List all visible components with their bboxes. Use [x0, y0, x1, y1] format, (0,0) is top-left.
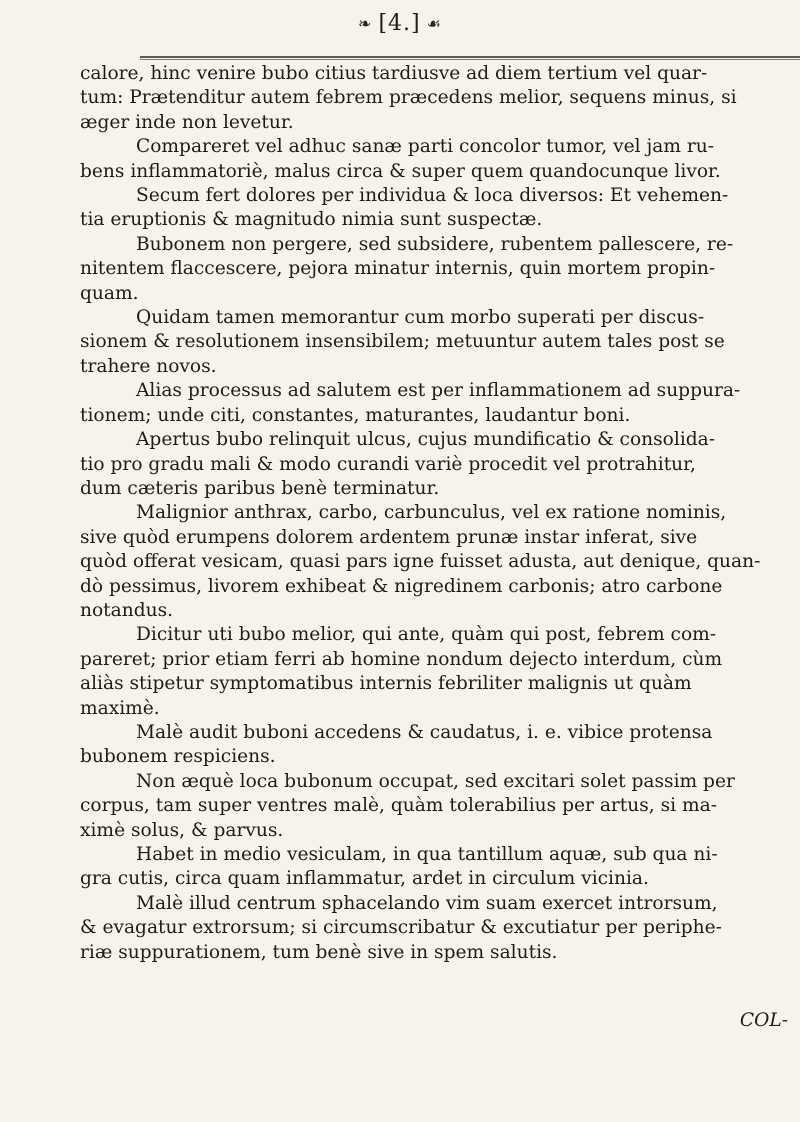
header-rule [140, 56, 800, 60]
page-number: [4.] [378, 10, 421, 36]
text-line: trahere novos. [80, 355, 217, 377]
catchword: COL- [739, 1010, 788, 1031]
text-line: Secum fert dolores per individua & loca diversos: Et vehemen- [136, 185, 729, 207]
text-line: aliàs stipetur symptomatibus internis febriliter malignis ut quàm [80, 673, 692, 695]
left-ornament-icon: ❧ [358, 13, 373, 33]
text-line: pareret; prior etiam ferri ab homine nondum dejecto interdum, cùm [80, 648, 723, 670]
text-line: Alias processus ad salutem est per inflammationem ad suppura- [136, 380, 741, 402]
text-line: & evagatur extrorsum; si circumscribatur & excutiatur per periphe- [80, 917, 722, 939]
text-line: riæ suppurationem, tum benè sive in spem salutis. [80, 941, 558, 963]
text-line: notandus. [80, 599, 174, 621]
text-line: sionem & resolutionem insensibilem; metuuntur autem tales post se [80, 331, 725, 353]
text-line: quam. [80, 282, 139, 304]
text-line: Dicitur uti bubo melior, qui ante, quàm qui post, febrem com- [136, 624, 717, 646]
text-line: Malignior anthrax, carbo, carbunculus, vel ex ratione nominis, [136, 502, 727, 524]
text-line: dum cæteris paribus benè terminatur. [80, 477, 440, 499]
text-line: tionem; unde citi, constantes, maturantes, laudantur boni. [80, 404, 631, 426]
text-line: Compareret vel adhuc sanæ parti concolor tumor, vel jam ru- [136, 136, 715, 158]
text-line: Malè audit buboni accedens & caudatus, i. e. vibice protensa [136, 721, 713, 743]
text-line: bubonem respiciens. [80, 746, 276, 768]
text-line: Malè illud centrum sphacelando vim suam exercet introrsum, [136, 892, 718, 914]
body-text [80, 62, 788, 965]
text-line: sive quòd erumpens dolorem ardentem prunæ instar inferat, sive [80, 526, 698, 548]
text-line: maximè. [80, 697, 160, 719]
text-line: Non æquè loca bubonum occupat, sed excitari solet passim per [136, 770, 735, 792]
text-line: tia eruptionis & magnitudo nimia sunt suspectæ. [80, 209, 543, 231]
text-line: quòd offerat vesicam, quasi pars igne fuisset adusta, aut denique, quan- [80, 551, 761, 573]
text-line: ximè solus, & parvus. [80, 819, 284, 841]
text-line: corpus, tam super ventres malè, quàm tolerabilius per artus, si ma- [80, 795, 717, 817]
text-line: tio pro gradu mali & modo curandi variè procedit vel protrahitur, [80, 453, 696, 475]
right-ornament-icon: ☙ [426, 13, 442, 33]
text-line: æger inde non levetur. [80, 111, 294, 133]
text-line: Bubonem non pergere, sed subsidere, rubentem pallescere, re- [136, 233, 734, 255]
text-line: Habet in medio vesiculam, in qua tantillum aquæ, sub qua ni- [136, 844, 718, 865]
page-header [0, 6, 800, 40]
text-line: bens inflammatoriè, malus circa & super quem quandocunque livor. [80, 160, 721, 182]
text-line: tum: Prætenditur autem febrem præcedens melior, sequens minus, si [80, 87, 737, 109]
text-line: Quidam tamen memorantur cum morbo superati per discus- [136, 307, 705, 329]
text-line: gra cutis, circa quam inflammatur, ardet in circulum vicinia. [80, 868, 649, 890]
text-line: Apertus bubo relinquit ulcus, cujus mundificatio & consolida- [136, 429, 716, 451]
text-line: nitentem flaccescere, pejora minatur internis, quin mortem propin- [80, 258, 716, 280]
text-line: calore, hinc venire bubo citius tardiusve ad diem tertium vel quar- [80, 63, 708, 84]
text-line: dò pessimus, livorem exhibeat & nigredinem carbonis; atro carbone [80, 575, 723, 597]
